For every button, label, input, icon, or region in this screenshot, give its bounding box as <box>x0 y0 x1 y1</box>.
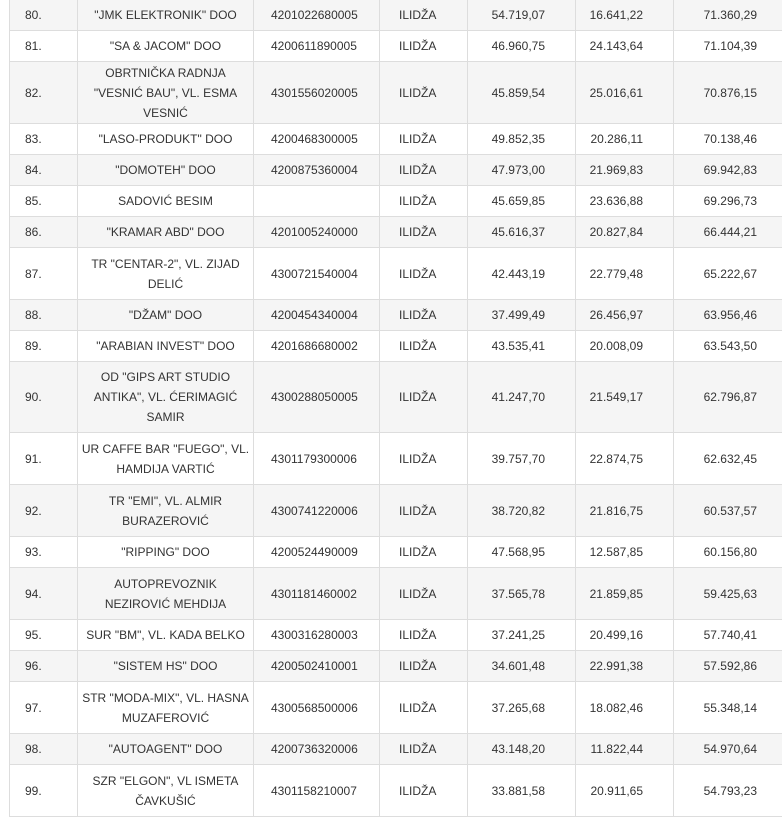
value-1-cell: 41.247,70 <box>468 362 576 433</box>
municipality-cell: ILIDŽA <box>380 331 468 362</box>
company-name-cell: "JMK ELEKTRONIK" DOO <box>78 0 254 31</box>
rank-cell: 89. <box>10 331 78 362</box>
company-name-cell: "DŽAM" DOO <box>78 300 254 331</box>
total-cell: 71.360,29 <box>674 0 782 31</box>
total-cell: 59.425,63 <box>674 568 782 620</box>
value-1-cell: 42.443,19 <box>468 248 576 300</box>
table-row <box>10 362 782 433</box>
company-name-cell: SADOVIĆ BESIM <box>78 186 254 217</box>
municipality-cell: ILIDŽA <box>380 485 468 537</box>
tax-id-cell: 4200524490009 <box>254 537 380 568</box>
value-2-cell: 21.859,85 <box>576 568 674 620</box>
company-name-cell: "SA & JACOM" DOO <box>78 31 254 62</box>
tax-id-cell: 4201022680005 <box>254 0 380 31</box>
table-row <box>10 155 782 186</box>
rank-cell: 85. <box>10 186 78 217</box>
total-cell: 62.632,45 <box>674 433 782 485</box>
total-cell: 54.970,64 <box>674 734 782 765</box>
tax-id-cell: 4201005240000 <box>254 217 380 248</box>
municipality-cell: ILIDŽA <box>380 31 468 62</box>
rank-cell: 93. <box>10 537 78 568</box>
total-cell: 70.876,15 <box>674 62 782 124</box>
rank-cell: 99. <box>10 765 78 817</box>
value-2-cell: 23.636,88 <box>576 186 674 217</box>
table-row <box>10 568 782 620</box>
municipality-cell: ILIDŽA <box>380 734 468 765</box>
company-name-cell: SUR "BM", VL. KADA BELKO <box>78 620 254 651</box>
rank-cell: 91. <box>10 433 78 485</box>
value-1-cell: 45.859,54 <box>468 62 576 124</box>
municipality-cell: ILIDŽA <box>380 124 468 155</box>
rank-cell: 87. <box>10 248 78 300</box>
table-row <box>10 537 782 568</box>
value-1-cell: 37.499,49 <box>468 300 576 331</box>
value-1-cell: 39.757,70 <box>468 433 576 485</box>
tax-id-cell: 4200502410001 <box>254 651 380 682</box>
value-2-cell: 21.816,75 <box>576 485 674 537</box>
company-name-cell: "AUTOAGENT" DOO <box>78 734 254 765</box>
total-cell: 66.444,21 <box>674 217 782 248</box>
company-name-cell: "KRAMAR ABD" DOO <box>78 217 254 248</box>
table-row <box>10 331 782 362</box>
tax-id-cell: 4301179300006 <box>254 433 380 485</box>
rank-cell: 95. <box>10 620 78 651</box>
rank-cell: 90. <box>10 362 78 433</box>
total-cell: 57.592,86 <box>674 651 782 682</box>
value-2-cell: 21.549,17 <box>576 362 674 433</box>
company-name-cell: "DOMOTEH" DOO <box>78 155 254 186</box>
company-name-cell: SZR "ELGON", VL ISMETA ČAVKUŠIĆ <box>78 765 254 817</box>
tax-id-cell: 4300721540004 <box>254 248 380 300</box>
company-name-cell: "ARABIAN INVEST" DOO <box>78 331 254 362</box>
municipality-cell: ILIDŽA <box>380 62 468 124</box>
company-name-cell: OBRTNIČKA RADNJA "VESNIĆ BAU", VL. ESMA VESNIĆ <box>78 62 254 124</box>
table-row <box>10 186 782 217</box>
table-row <box>10 620 782 651</box>
value-2-cell: 20.286,11 <box>576 124 674 155</box>
rank-cell: 83. <box>10 124 78 155</box>
rank-cell: 96. <box>10 651 78 682</box>
total-cell: 60.156,80 <box>674 537 782 568</box>
tax-id-cell: 4300741220006 <box>254 485 380 537</box>
municipality-cell: ILIDŽA <box>380 300 468 331</box>
table-row <box>10 31 782 62</box>
rank-cell: 92. <box>10 485 78 537</box>
value-1-cell: 37.241,25 <box>468 620 576 651</box>
tax-id-cell <box>254 186 380 217</box>
tax-id-cell: 4200454340004 <box>254 300 380 331</box>
rank-cell: 84. <box>10 155 78 186</box>
rank-cell: 81. <box>10 31 78 62</box>
company-name-cell: AUTOPREVOZNIK NEZIROVIĆ MEHDIJA <box>78 568 254 620</box>
value-2-cell: 20.499,16 <box>576 620 674 651</box>
total-cell: 65.222,67 <box>674 248 782 300</box>
company-name-cell: TR "EMI", VL. ALMIR BURAZEROVIĆ <box>78 485 254 537</box>
municipality-cell: ILIDŽA <box>380 0 468 31</box>
municipality-cell: ILIDŽA <box>380 248 468 300</box>
total-cell: 63.543,50 <box>674 331 782 362</box>
value-1-cell: 46.960,75 <box>468 31 576 62</box>
municipality-cell: ILIDŽA <box>380 568 468 620</box>
total-cell: 63.956,46 <box>674 300 782 331</box>
tax-id-cell: 4300288050005 <box>254 362 380 433</box>
table-row <box>10 62 782 124</box>
total-cell: 69.942,83 <box>674 155 782 186</box>
company-name-cell: "RIPPING" DOO <box>78 537 254 568</box>
value-1-cell: 34.601,48 <box>468 651 576 682</box>
value-2-cell: 22.874,75 <box>576 433 674 485</box>
company-name-cell: STR "MODA-MIX", VL. HASNA MUZAFEROVIĆ <box>78 682 254 734</box>
value-2-cell: 20.008,09 <box>576 331 674 362</box>
table-row <box>10 651 782 682</box>
table-row <box>10 0 782 31</box>
total-cell: 60.537,57 <box>674 485 782 537</box>
municipality-cell: ILIDŽA <box>380 620 468 651</box>
table-row <box>10 765 782 817</box>
table-row <box>10 433 782 485</box>
value-2-cell: 26.456,97 <box>576 300 674 331</box>
municipality-cell: ILIDŽA <box>380 765 468 817</box>
municipality-cell: ILIDŽA <box>380 186 468 217</box>
municipality-cell: ILIDŽA <box>380 362 468 433</box>
municipality-cell: ILIDŽA <box>380 155 468 186</box>
table-row <box>10 734 782 765</box>
total-cell: 54.793,23 <box>674 765 782 817</box>
value-2-cell: 11.822,44 <box>576 734 674 765</box>
rank-cell: 80. <box>10 0 78 31</box>
tax-id-cell: 4200468300005 <box>254 124 380 155</box>
table-row <box>10 248 782 300</box>
municipality-cell: ILIDŽA <box>380 217 468 248</box>
value-2-cell: 24.143,64 <box>576 31 674 62</box>
total-cell: 69.296,73 <box>674 186 782 217</box>
value-1-cell: 54.719,07 <box>468 0 576 31</box>
value-1-cell: 43.535,41 <box>468 331 576 362</box>
value-1-cell: 37.265,68 <box>468 682 576 734</box>
tax-id-cell: 4200736320006 <box>254 734 380 765</box>
total-cell: 70.138,46 <box>674 124 782 155</box>
total-cell: 55.348,14 <box>674 682 782 734</box>
tax-id-cell: 4301181460002 <box>254 568 380 620</box>
table-row <box>10 124 782 155</box>
company-name-cell: TR "CENTAR-2", VL. ZIJAD DELIĆ <box>78 248 254 300</box>
value-1-cell: 43.148,20 <box>468 734 576 765</box>
tax-id-cell: 4201686680002 <box>254 331 380 362</box>
value-1-cell: 45.616,37 <box>468 217 576 248</box>
value-1-cell: 45.659,85 <box>468 186 576 217</box>
tax-id-cell: 4200875360004 <box>254 155 380 186</box>
value-2-cell: 22.779,48 <box>576 248 674 300</box>
rank-cell: 94. <box>10 568 78 620</box>
tax-id-cell: 4301158210007 <box>254 765 380 817</box>
value-1-cell: 47.568,95 <box>468 537 576 568</box>
value-2-cell: 25.016,61 <box>576 62 674 124</box>
rank-cell: 98. <box>10 734 78 765</box>
value-1-cell: 37.565,78 <box>468 568 576 620</box>
value-1-cell: 33.881,58 <box>468 765 576 817</box>
rank-cell: 82. <box>10 62 78 124</box>
value-2-cell: 18.082,46 <box>576 682 674 734</box>
total-cell: 62.796,87 <box>674 362 782 433</box>
municipality-cell: ILIDŽA <box>380 651 468 682</box>
rank-cell: 86. <box>10 217 78 248</box>
company-name-cell: "LASO-PRODUKT" DOO <box>78 124 254 155</box>
value-2-cell: 20.911,65 <box>576 765 674 817</box>
tax-id-cell: 4301556020005 <box>254 62 380 124</box>
tax-id-cell: 4300316280003 <box>254 620 380 651</box>
company-name-cell: UR CAFFE BAR "FUEGO", VL. HAMDIJA VARTIĆ <box>78 433 254 485</box>
table-row <box>10 485 782 537</box>
value-2-cell: 16.641,22 <box>576 0 674 31</box>
value-2-cell: 21.969,83 <box>576 155 674 186</box>
value-2-cell: 12.587,85 <box>576 537 674 568</box>
rank-cell: 97. <box>10 682 78 734</box>
value-2-cell: 22.991,38 <box>576 651 674 682</box>
company-name-cell: "SISTEM HS" DOO <box>78 651 254 682</box>
municipality-cell: ILIDŽA <box>380 682 468 734</box>
total-cell: 71.104,39 <box>674 31 782 62</box>
company-name-cell: OD "GIPS ART STUDIO ANTIKA", VL. ĆERIMAGIĆ SAMIR <box>78 362 254 433</box>
total-cell: 57.740,41 <box>674 620 782 651</box>
tax-id-cell: 4300568500006 <box>254 682 380 734</box>
table-row <box>10 300 782 331</box>
municipality-cell: ILIDŽA <box>380 433 468 485</box>
value-1-cell: 49.852,35 <box>468 124 576 155</box>
ranking-table <box>9 0 782 817</box>
value-2-cell: 20.827,84 <box>576 217 674 248</box>
municipality-cell: ILIDŽA <box>380 537 468 568</box>
tax-id-cell: 4200611890005 <box>254 31 380 62</box>
value-1-cell: 47.973,00 <box>468 155 576 186</box>
table-row <box>10 682 782 734</box>
table-row <box>10 217 782 248</box>
rank-cell: 88. <box>10 300 78 331</box>
value-1-cell: 38.720,82 <box>468 485 576 537</box>
